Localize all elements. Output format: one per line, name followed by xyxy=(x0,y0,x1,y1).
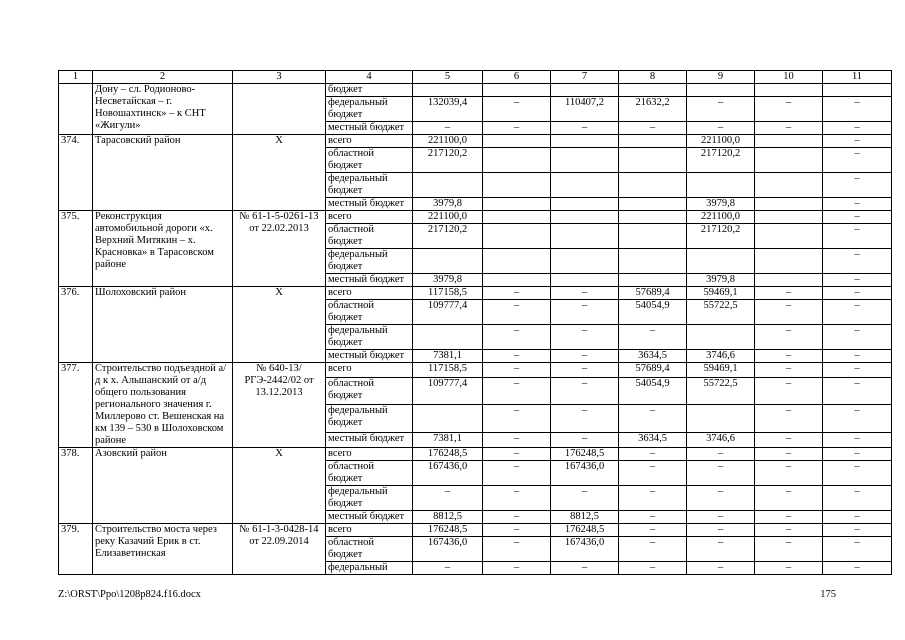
amount-cell: – xyxy=(483,287,551,300)
expertise-doc: Х xyxy=(233,287,326,363)
amount-cell: – xyxy=(551,377,619,405)
amount-cell: – xyxy=(755,461,823,486)
amount-cell xyxy=(483,249,551,274)
amount-cell: – xyxy=(823,148,892,173)
amount-cell: – xyxy=(823,122,892,135)
budget-source: областной бюджет xyxy=(326,377,413,405)
amount-cell: 55722,5 xyxy=(687,300,755,325)
amount-cell: 117158,5 xyxy=(413,287,483,300)
amount-cell: 221100,0 xyxy=(687,211,755,224)
budget-source: федеральный бюджет xyxy=(326,173,413,198)
amount-cell: 176248,5 xyxy=(413,448,483,461)
amount-cell: – xyxy=(483,537,551,562)
amount-cell: 3979,8 xyxy=(687,274,755,287)
amount-cell: – xyxy=(755,300,823,325)
amount-cell xyxy=(483,274,551,287)
amount-cell: 59469,1 xyxy=(687,287,755,300)
amount-cell: – xyxy=(483,300,551,325)
amount-cell: – xyxy=(483,461,551,486)
footer-file-path: Z:\ORST\Ppo\1208p824.f16.docx xyxy=(58,589,201,600)
page-number: 175 xyxy=(820,589,836,600)
header-cell: 6 xyxy=(483,71,551,84)
budget-source: всего xyxy=(326,363,413,378)
amount-cell: – xyxy=(619,122,687,135)
amount-cell xyxy=(755,211,823,224)
amount-cell: – xyxy=(823,433,892,448)
amount-cell: – xyxy=(551,350,619,363)
row-number xyxy=(59,84,93,135)
amount-cell: – xyxy=(619,325,687,350)
row-number: 376. xyxy=(59,287,93,363)
amount-cell: 110407,2 xyxy=(551,97,619,122)
amount-cell: – xyxy=(483,433,551,448)
amount-cell xyxy=(413,84,483,97)
amount-cell: 3746,6 xyxy=(687,350,755,363)
amount-cell: 8812,5 xyxy=(551,511,619,524)
object-name: Строительство подъездной а/д к х. Альшанский от а/д общего пользования регионального значения г. Миллерово ст. Вешенская на км 139 – 530 в Шолоховском районе xyxy=(93,363,233,448)
amount-cell: – xyxy=(823,198,892,211)
budget-source: всего xyxy=(326,287,413,300)
amount-cell: – xyxy=(687,97,755,122)
amount-cell xyxy=(755,173,823,198)
amount-cell: – xyxy=(823,300,892,325)
object-name: Строительство моста через реку Казачий Ерик в ст. Елизаветинская xyxy=(93,524,233,575)
amount-cell: – xyxy=(755,486,823,511)
amount-cell: – xyxy=(823,524,892,537)
row-number: 378. xyxy=(59,448,93,524)
amount-cell: – xyxy=(823,461,892,486)
amount-cell: – xyxy=(483,448,551,461)
header-cell: 10 xyxy=(755,71,823,84)
amount-cell: – xyxy=(483,511,551,524)
amount-cell: – xyxy=(755,325,823,350)
amount-cell: – xyxy=(823,350,892,363)
amount-cell xyxy=(551,173,619,198)
amount-cell xyxy=(551,135,619,148)
amount-cell xyxy=(755,274,823,287)
amount-cell: – xyxy=(619,511,687,524)
budget-source: федеральный бюджет xyxy=(326,405,413,433)
amount-cell: – xyxy=(687,486,755,511)
amount-cell: – xyxy=(619,448,687,461)
amount-cell: – xyxy=(823,562,892,575)
budget-source: всего xyxy=(326,524,413,537)
table-row xyxy=(59,211,892,224)
amount-cell xyxy=(619,249,687,274)
amount-cell xyxy=(483,148,551,173)
budget-source: федеральный бюджет xyxy=(326,97,413,122)
expertise-doc: Х xyxy=(233,448,326,524)
amount-cell: – xyxy=(755,448,823,461)
table-row xyxy=(59,84,892,97)
header-cell: 2 xyxy=(93,71,233,84)
amount-cell: – xyxy=(755,97,823,122)
budget-source: федеральный бюджет xyxy=(326,486,413,511)
table-row xyxy=(59,448,892,461)
header-cell: 1 xyxy=(59,71,93,84)
amount-cell: – xyxy=(551,122,619,135)
amount-cell xyxy=(413,405,483,433)
amount-cell: – xyxy=(483,405,551,433)
amount-cell: – xyxy=(823,377,892,405)
amount-cell: – xyxy=(483,562,551,575)
row-number: 374. xyxy=(59,135,93,211)
amount-cell: 217120,2 xyxy=(413,148,483,173)
amount-cell: – xyxy=(823,287,892,300)
amount-cell: 167436,0 xyxy=(413,537,483,562)
amount-cell: 54054,9 xyxy=(619,300,687,325)
amount-cell: 176248,5 xyxy=(551,448,619,461)
amount-cell xyxy=(551,274,619,287)
amount-cell: – xyxy=(551,363,619,378)
budget-source: федеральный xyxy=(326,562,413,575)
amount-cell: – xyxy=(687,537,755,562)
budget-source: федеральный бюджет xyxy=(326,249,413,274)
amount-cell xyxy=(551,148,619,173)
amount-cell: – xyxy=(483,486,551,511)
budget-source: местный бюджет xyxy=(326,511,413,524)
amount-cell: – xyxy=(755,377,823,405)
expertise-doc: № 640-13/ РГЭ-2442/02 от 13.12.2013 xyxy=(233,363,326,448)
amount-cell: – xyxy=(413,486,483,511)
budget-source: федеральный бюджет xyxy=(326,325,413,350)
amount-cell xyxy=(551,211,619,224)
amount-cell: – xyxy=(755,511,823,524)
expertise-doc: Х xyxy=(233,135,326,211)
amount-cell: – xyxy=(687,461,755,486)
amount-cell: – xyxy=(755,122,823,135)
amount-cell: – xyxy=(823,211,892,224)
expertise-doc: № 61-1-3-0428-14 от 22.09.2014 xyxy=(233,524,326,575)
amount-cell xyxy=(483,211,551,224)
amount-cell: 57689,4 xyxy=(619,363,687,378)
amount-cell xyxy=(687,84,755,97)
header-row xyxy=(59,71,892,84)
amount-cell xyxy=(551,224,619,249)
amount-cell: – xyxy=(619,486,687,511)
object-name: Дону – сл. Родионово-Несветайская – г. Новошахтинск» – к СНТ «Жигули» xyxy=(93,84,233,135)
amount-cell: – xyxy=(483,122,551,135)
amount-cell: 8812,5 xyxy=(413,511,483,524)
budget-source: местный бюджет xyxy=(326,350,413,363)
amount-cell: – xyxy=(619,405,687,433)
expertise-doc: № 61-1-5-0261-13 от 22.02.2013 xyxy=(233,211,326,287)
amount-cell: – xyxy=(687,122,755,135)
amount-cell: – xyxy=(619,537,687,562)
amount-cell xyxy=(551,198,619,211)
amount-cell: – xyxy=(483,325,551,350)
amount-cell: – xyxy=(687,562,755,575)
amount-cell: 217120,2 xyxy=(413,224,483,249)
budget-source: всего xyxy=(326,211,413,224)
amount-cell: – xyxy=(823,537,892,562)
amount-cell: – xyxy=(483,524,551,537)
amount-cell xyxy=(823,84,892,97)
budget-source: областной бюджет xyxy=(326,461,413,486)
amount-cell: – xyxy=(551,300,619,325)
amount-cell: 167436,0 xyxy=(551,461,619,486)
amount-cell: – xyxy=(687,511,755,524)
amount-cell xyxy=(551,249,619,274)
expertise-doc xyxy=(233,84,326,135)
budget-source: местный бюджет xyxy=(326,122,413,135)
amount-cell xyxy=(413,173,483,198)
amount-cell: – xyxy=(687,448,755,461)
header-cell: 3 xyxy=(233,71,326,84)
amount-cell: – xyxy=(755,433,823,448)
amount-cell xyxy=(755,198,823,211)
amount-cell: – xyxy=(823,448,892,461)
amount-cell: – xyxy=(551,486,619,511)
amount-cell: 217120,2 xyxy=(687,148,755,173)
amount-cell: – xyxy=(413,122,483,135)
object-name: Шолоховский район xyxy=(93,287,233,363)
amount-cell: – xyxy=(483,350,551,363)
amount-cell xyxy=(619,224,687,249)
header-cell: 9 xyxy=(687,71,755,84)
amount-cell xyxy=(755,224,823,249)
header-cell: 8 xyxy=(619,71,687,84)
amount-cell: – xyxy=(823,135,892,148)
budget-source: всего xyxy=(326,135,413,148)
amount-cell xyxy=(687,325,755,350)
amount-cell: – xyxy=(755,562,823,575)
object-name: Реконструкция автомобильной дороги «х. Верхний Митякин – х. Красновка» в Тарасовском районе xyxy=(93,211,233,287)
amount-cell: – xyxy=(823,486,892,511)
budget-source: местный бюджет xyxy=(326,198,413,211)
budget-table xyxy=(58,70,892,575)
amount-cell: 167436,0 xyxy=(413,461,483,486)
amount-cell: 3979,8 xyxy=(413,274,483,287)
amount-cell xyxy=(755,249,823,274)
amount-cell: 221100,0 xyxy=(413,135,483,148)
budget-source: областной бюджет xyxy=(326,148,413,173)
amount-cell: 7381,1 xyxy=(413,433,483,448)
amount-cell: 3634,5 xyxy=(619,433,687,448)
amount-cell: – xyxy=(551,405,619,433)
amount-cell xyxy=(687,249,755,274)
amount-cell: – xyxy=(755,350,823,363)
amount-cell: – xyxy=(823,249,892,274)
amount-cell: – xyxy=(413,562,483,575)
amount-cell: 57689,4 xyxy=(619,287,687,300)
amount-cell xyxy=(755,135,823,148)
amount-cell: 167436,0 xyxy=(551,537,619,562)
amount-cell: – xyxy=(619,524,687,537)
amount-cell: 132039,4 xyxy=(413,97,483,122)
table-row xyxy=(59,363,892,378)
amount-cell: 3746,6 xyxy=(687,433,755,448)
amount-cell: – xyxy=(483,97,551,122)
amount-cell: – xyxy=(551,562,619,575)
amount-cell: 3979,8 xyxy=(413,198,483,211)
budget-source: областной бюджет xyxy=(326,224,413,249)
budget-source: местный бюджет xyxy=(326,274,413,287)
amount-cell xyxy=(619,84,687,97)
amount-cell: – xyxy=(551,325,619,350)
amount-cell: 7381,1 xyxy=(413,350,483,363)
amount-cell: – xyxy=(823,224,892,249)
amount-cell: 176248,5 xyxy=(551,524,619,537)
amount-cell: 3634,5 xyxy=(619,350,687,363)
amount-cell: – xyxy=(551,287,619,300)
header-cell: 7 xyxy=(551,71,619,84)
amount-cell xyxy=(483,84,551,97)
amount-cell: – xyxy=(551,433,619,448)
budget-source: областной бюджет xyxy=(326,537,413,562)
amount-cell xyxy=(687,173,755,198)
amount-cell: – xyxy=(483,377,551,405)
amount-cell: – xyxy=(823,97,892,122)
amount-cell: 221100,0 xyxy=(413,211,483,224)
table-row xyxy=(59,135,892,148)
amount-cell: – xyxy=(823,405,892,433)
budget-source: областной бюджет xyxy=(326,300,413,325)
amount-cell: – xyxy=(755,537,823,562)
amount-cell: – xyxy=(619,562,687,575)
amount-cell: 54054,9 xyxy=(619,377,687,405)
amount-cell xyxy=(619,211,687,224)
amount-cell: – xyxy=(755,405,823,433)
table-row xyxy=(59,287,892,300)
amount-cell: – xyxy=(823,325,892,350)
budget-source: всего xyxy=(326,448,413,461)
amount-cell: 109777,4 xyxy=(413,377,483,405)
amount-cell: – xyxy=(823,173,892,198)
amount-cell xyxy=(413,249,483,274)
header-cell: 4 xyxy=(326,71,413,84)
table-row xyxy=(59,524,892,537)
amount-cell: 117158,5 xyxy=(413,363,483,378)
amount-cell: – xyxy=(687,524,755,537)
amount-cell: – xyxy=(823,511,892,524)
amount-cell xyxy=(483,198,551,211)
budget-source: бюджет xyxy=(326,84,413,97)
row-number: 375. xyxy=(59,211,93,287)
amount-cell: 176248,5 xyxy=(413,524,483,537)
amount-cell xyxy=(483,135,551,148)
amount-cell xyxy=(755,148,823,173)
object-name: Азовский район xyxy=(93,448,233,524)
amount-cell: 21632,2 xyxy=(619,97,687,122)
row-number: 379. xyxy=(59,524,93,575)
amount-cell: – xyxy=(823,274,892,287)
amount-cell: – xyxy=(755,287,823,300)
amount-cell xyxy=(687,405,755,433)
object-name: Тарасовский район xyxy=(93,135,233,211)
amount-cell xyxy=(483,173,551,198)
amount-cell: 55722,5 xyxy=(687,377,755,405)
budget-source: местный бюджет xyxy=(326,433,413,448)
amount-cell xyxy=(619,135,687,148)
amount-cell xyxy=(551,84,619,97)
amount-cell xyxy=(619,173,687,198)
amount-cell: 3979,8 xyxy=(687,198,755,211)
amount-cell xyxy=(483,224,551,249)
amount-cell: 109777,4 xyxy=(413,300,483,325)
header-cell: 11 xyxy=(823,71,892,84)
amount-cell: – xyxy=(755,524,823,537)
amount-cell xyxy=(755,84,823,97)
amount-cell: 59469,1 xyxy=(687,363,755,378)
amount-cell xyxy=(619,274,687,287)
amount-cell xyxy=(619,198,687,211)
amount-cell: – xyxy=(619,461,687,486)
amount-cell xyxy=(413,325,483,350)
amount-cell: – xyxy=(823,363,892,378)
header-cell: 5 xyxy=(413,71,483,84)
amount-cell: 221100,0 xyxy=(687,135,755,148)
amount-cell: 217120,2 xyxy=(687,224,755,249)
row-number: 377. xyxy=(59,363,93,448)
amount-cell: – xyxy=(483,363,551,378)
amount-cell xyxy=(619,148,687,173)
amount-cell: – xyxy=(755,363,823,378)
